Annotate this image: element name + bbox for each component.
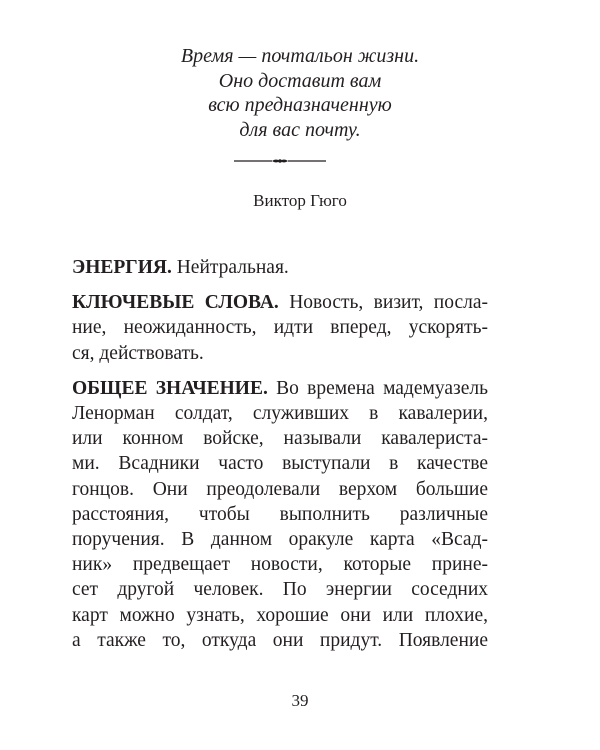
epigraph-line: Оно доставит вам bbox=[218, 69, 382, 92]
text-line: ся, действовать. bbox=[72, 342, 204, 364]
section-text: Новость, визит, посла- bbox=[278, 292, 488, 314]
section-energy bbox=[72, 255, 488, 280]
section-keywords bbox=[72, 290, 488, 366]
section-text: Во времена мадемуазель bbox=[267, 377, 488, 399]
section-term: ОБЩЕЕ ЗНАЧЕНИЕ. bbox=[72, 377, 268, 399]
text-line: гонцов. Они преодолевали верхом большие bbox=[72, 478, 488, 500]
section-term: КЛЮЧЕВЫЕ СЛОВА. bbox=[72, 292, 279, 314]
text-line: ние, неожиданность, идти вперед, ускорять- bbox=[72, 317, 488, 339]
epigraph bbox=[0, 44, 600, 142]
text-line: ник» предвещает новости, которые прине- bbox=[72, 554, 488, 576]
ornament-divider-icon bbox=[234, 156, 326, 166]
text-line: а также то, откуда они придут. Появление bbox=[72, 629, 488, 651]
page-number: 39 bbox=[291, 691, 309, 710]
text-line: ми. Всадники часто выступали в качестве bbox=[72, 453, 488, 475]
section-general-meaning bbox=[72, 376, 488, 653]
epigraph-line: Время — почтальон жизни. bbox=[180, 45, 420, 67]
text-line bbox=[72, 376, 488, 401]
text-line: сет другой человек. По энергии соседних bbox=[72, 579, 488, 601]
text-line: поручения. В данном оракуле карта «Всад- bbox=[72, 529, 488, 551]
section-term: ЭНЕРГИЯ. bbox=[72, 257, 172, 278]
text-line: Ленорман солдат, служивших в кавалерии, bbox=[72, 403, 488, 425]
epigraph-line: для вас почту. bbox=[239, 118, 361, 141]
section-text: Нейтральная. bbox=[171, 257, 289, 278]
text-line: карт можно узнать, хорошие они или плохие, bbox=[72, 604, 488, 626]
text-line: или конном войске, называли кавалериста- bbox=[72, 428, 488, 450]
epigraph-author: Виктор Гюго bbox=[253, 191, 347, 210]
text-line: расстояния, чтобы выполнить различные bbox=[72, 503, 488, 525]
body-text bbox=[72, 255, 488, 663]
epigraph-line: всю предназначенную bbox=[208, 94, 392, 116]
text-line bbox=[72, 255, 488, 280]
text-line bbox=[72, 290, 488, 315]
